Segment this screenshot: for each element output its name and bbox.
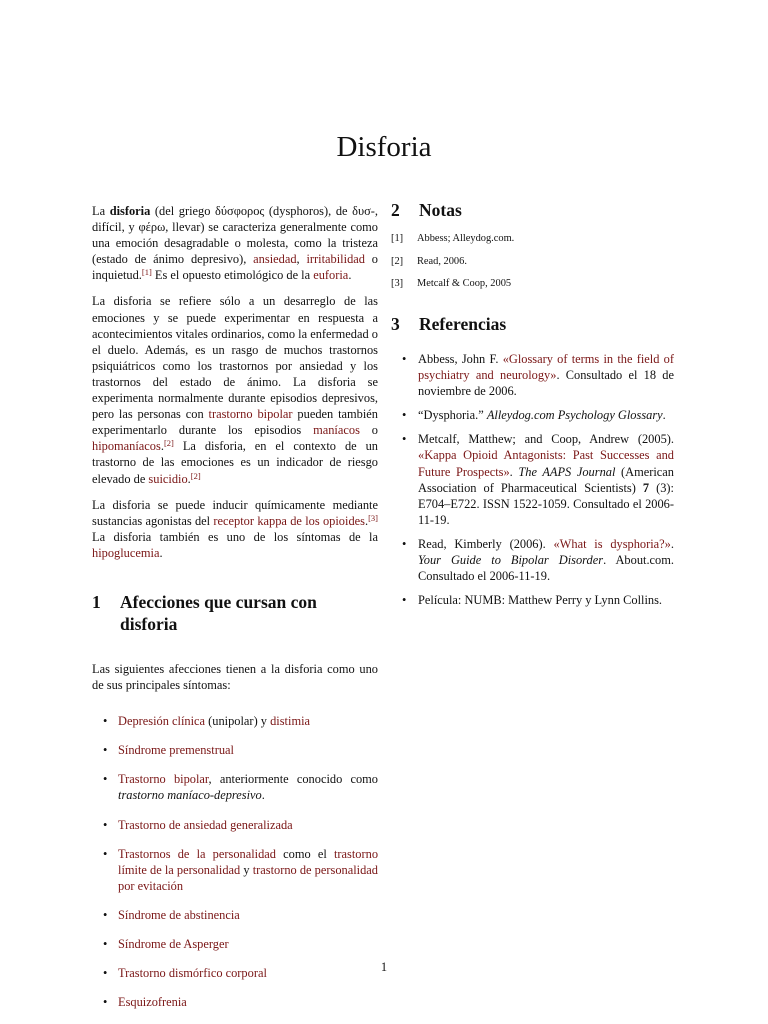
- list-item: [92, 742, 378, 758]
- link-irritabilidad[interactable]: irritabilidad: [306, 252, 365, 267]
- link-sindrome-abstinencia[interactable]: Síndrome de abstinencia: [118, 907, 240, 922]
- reference-item: • Metcalf, Matthew; and Coop, Andrew (2005). «Kappa Opioid Antagonists: Past Successes and Future Prospects». The AAPS Journal (American Association of Pharmaceutical Scientists) 7 (3): E704–E722. ISSN 1522-1059. Consultado el 2006-11-19.: [391, 431, 674, 528]
- link-trastorno-bipolar-2[interactable]: Trastorno bipolar: [118, 772, 209, 787]
- link-hipoglucemia[interactable]: hipoglucemia: [92, 545, 160, 560]
- section-heading-notas: 2 Notas: [391, 200, 462, 220]
- list-item: • Trastornos de la personalidad como el trastorno límite de la personalidad y trastorno de personalidad por evitación: [92, 846, 378, 894]
- link-hipomaniacos[interactable]: hipomaníacos: [92, 439, 161, 454]
- left-column: [92, 203, 378, 1010]
- link-esquizofrenia[interactable]: Esquizofrenia: [118, 995, 187, 1010]
- link-euforia[interactable]: euforia: [313, 268, 349, 283]
- citation-2[interactable]: [2]: [163, 438, 174, 449]
- term-bold: disforia: [109, 204, 151, 218]
- link-sindrome-premenstrual[interactable]: Síndrome premenstrual: [118, 743, 234, 758]
- link-trastorno-dismorfico[interactable]: Trastorno dismórfico corporal: [118, 966, 267, 981]
- intro-paragraph-3: La disforia se puede inducir químicamente mediante sustancias agonistas del receptor kappa de los opioides.[3] La disforia también es uno de los síntomas de la hipoglucemia.: [92, 497, 378, 560]
- reference-item: • Película: NUMB: Matthew Perry y Lynn Collins.: [391, 592, 674, 608]
- reference-item: • Read, Kimberly (2006). «What is dysphoria?». Your Guide to Bipolar Disorder. About.com. Consultado el 2006-11-19.: [391, 536, 674, 584]
- references-list: [391, 351, 674, 608]
- list-item: [92, 994, 378, 1010]
- link-what-is-dysphoria[interactable]: «What is dysphoria?»: [553, 536, 671, 551]
- note-item: [2] Read, 2006.: [391, 255, 467, 267]
- link-depresion-clinica[interactable]: Depresión clínica: [118, 714, 206, 729]
- link-trastorno-bipolar[interactable]: trastorno bipolar: [208, 407, 293, 422]
- section-heading-referencias: 3 Referencias: [391, 314, 507, 334]
- link-sindrome-asperger[interactable]: Síndrome de Asperger: [118, 937, 229, 951]
- link-glossary-terms[interactable]: «Glossary of terms in the field of psychiatry and neurology»: [418, 352, 674, 383]
- link-ansiedad[interactable]: ansiedad: [253, 252, 297, 267]
- intro-paragraph-2: La disforia se refiere sólo a un desarreglo de las emociones y se puede experimentar en respuesta a acontecimientos vitales ordinarios, como la enfermedad o el duelo. Además, es un rasgo de muchos trastornos psiquiátricos como los trastornos por ansiedad y los trastornos del estado de ánimo. La disforia se experimenta normalmente durante episodios depresivos, pero las personas con trastorno bipolar pueden también experimentarlo durante los episodios maníacos o hipomaníacos.[2] La disforia, en el contexto de un trastorno de las emociones es un indicador de riesgo elevado de suicidio.[2]: [92, 294, 379, 486]
- list-item: • Trastorno bipolar, anteriormente conocido como trastorno maníaco-depresivo.: [92, 771, 378, 803]
- page-number: 1: [380, 960, 388, 974]
- note-item: [3] Metcalf & Coop, 2005: [391, 278, 512, 289]
- link-trastorno-limite[interactable]: trastorno límite de la personalidad: [118, 846, 379, 877]
- link-kappa-antagonists[interactable]: «Kappa Opioid Antagonists: Past Successes and Future Prospects»: [418, 448, 674, 479]
- section1-intro: Las siguientes afecciones tienen a la disforia como uno de sus principales síntomas:: [92, 661, 378, 693]
- citation-2b[interactable]: [2]: [190, 470, 201, 481]
- right-column: [391, 200, 674, 616]
- note-item: [1] Abbess; Alleydog.com.: [391, 233, 515, 244]
- reference-item: • “Dysphoria.” Alleydog.com Psychology Glossary.: [391, 407, 674, 423]
- citation-1[interactable]: [1]: [141, 267, 152, 278]
- list-item: [92, 817, 378, 833]
- list-item: [92, 936, 378, 952]
- list-item: [92, 907, 378, 923]
- section-heading-afecciones: 1 Afecciones que cursan con disforia: [92, 591, 317, 634]
- link-ansiedad-generalizada[interactable]: Trastorno de ansiedad generalizada: [118, 817, 293, 832]
- link-trastornos-personalidad[interactable]: Trastornos de la personalidad: [118, 846, 276, 861]
- link-receptor-kappa[interactable]: receptor kappa de los opioides: [213, 513, 365, 528]
- link-trastorno-evitacion[interactable]: trastorno de personalidad por evitación: [118, 862, 378, 893]
- intro-paragraph-1: La disforia (del griego δύσφορος (dysphoros), de δυσ-, difícil, y φέρω, llevar) se caracteriza generalmente como una emoción desagradable o molesta, como la tristeza (estado de ánimo depresivo), ansiedad, irritabilidad o inquietud.[1] Es el opuesto etimológico de la euforia.: [92, 204, 379, 283]
- citation-3[interactable]: [3]: [368, 512, 378, 523]
- notes-list: [391, 232, 674, 291]
- link-distimia[interactable]: distimia: [270, 714, 311, 729]
- list-item: • Depresión clínica (unipolar) y distimia: [92, 713, 378, 729]
- page-title: Disforia: [336, 131, 432, 164]
- link-maniacos[interactable]: maníacos: [313, 423, 360, 438]
- reference-item: • Abbess, John F. «Glossary of terms in the field of psychiatry and neurology». Consultado el 18 de noviembre de 2006.: [391, 351, 674, 399]
- link-suicidio[interactable]: suicidio: [148, 471, 188, 486]
